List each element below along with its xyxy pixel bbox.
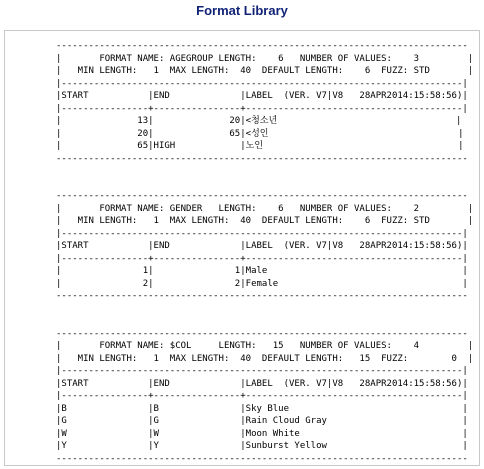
listing-line: | 2| 2|Female | [56, 278, 468, 289]
listing-line: |START |END |LABEL (VER. V7|V8 28APR2014:15:58:56)| [56, 241, 468, 251]
listing-line: | FORMAT NAME: $COL LENGTH: 15 NUMBER OF VALUES: 4 | [56, 341, 474, 351]
listing-line: |W |W |Moon White | [56, 428, 468, 439]
listing-line: | FORMAT NAME: AGEGROUP LENGTH: 6 NUMBER OF VALUES: 3 | [56, 53, 474, 64]
listing-line: ---------------------------------------------------------------------------- [56, 453, 468, 464]
listing-line: ---------------------------------------------------------------------------- [56, 153, 468, 164]
page-title: Format Library [196, 3, 288, 18]
listing-line: | FORMAT NAME: GENDER LENGTH: 6 NUMBER OF VALUES: 2 | [56, 203, 474, 214]
listing-line: |--------------------------------------------------------------------------| [56, 228, 468, 239]
listing-line: ---------------------------------------------------------------------------- [56, 291, 468, 301]
format-listing [56, 40, 473, 465]
listing-line: |----------------+----------------+----------------------------------------| [56, 391, 468, 401]
format-col-block [56, 329, 473, 464]
listing-line: |START |END |LABEL (VER. V7|V8 28APR2014:15:58:56)| [56, 378, 468, 389]
output-frame [4, 30, 480, 466]
listing-line: |G |G |Rain Cloud Gray | [56, 416, 468, 426]
listing-line: ---------------------------------------------------------------------------- [56, 41, 468, 51]
listing-line: |--------------------------------------------------------------------------| [56, 78, 468, 89]
listing-line: | 20| 65|<성인 | [56, 128, 464, 139]
listing-line: |B |B |Sky Blue | [56, 403, 468, 414]
listing-line: | MIN LENGTH: 1 MAX LENGTH: 40 DEFAULT LENGTH: 6 FUZZ: STD | [56, 216, 474, 226]
listing-line: ---------------------------------------------------------------------------- [56, 328, 468, 339]
listing-line: | MIN LENGTH: 1 MAX LENGTH: 40 DEFAULT LENGTH: 6 FUZZ: STD | [56, 66, 474, 76]
listing-line: | MIN LENGTH: 1 MAX LENGTH: 40 DEFAULT LENGTH: 15 FUZZ: 0 | [56, 353, 474, 364]
listing-line: | 1| 1|Male | [56, 266, 468, 276]
listing-line: | 65|HIGH |노인 | [56, 141, 464, 151]
listing-line: |START |END |LABEL (VER. V7|V8 28APR2014:15:58:56)| [56, 91, 468, 101]
listing-line: |--------------------------------------------------------------------------| [56, 366, 468, 376]
format-gender-block [56, 191, 473, 301]
listing-line: |----------------+----------------+----------------------------------------| [56, 253, 468, 264]
format-agegroup-block [56, 41, 473, 164]
listing-line: |Y |Y |Sunburst Yellow | [56, 441, 468, 451]
listing-line: | 13| 20|<청소년 | [56, 116, 462, 126]
listing-line: |----------------+----------------+----------------------------------------| [56, 103, 468, 114]
listing-line: ---------------------------------------------------------------------------- [56, 191, 468, 201]
